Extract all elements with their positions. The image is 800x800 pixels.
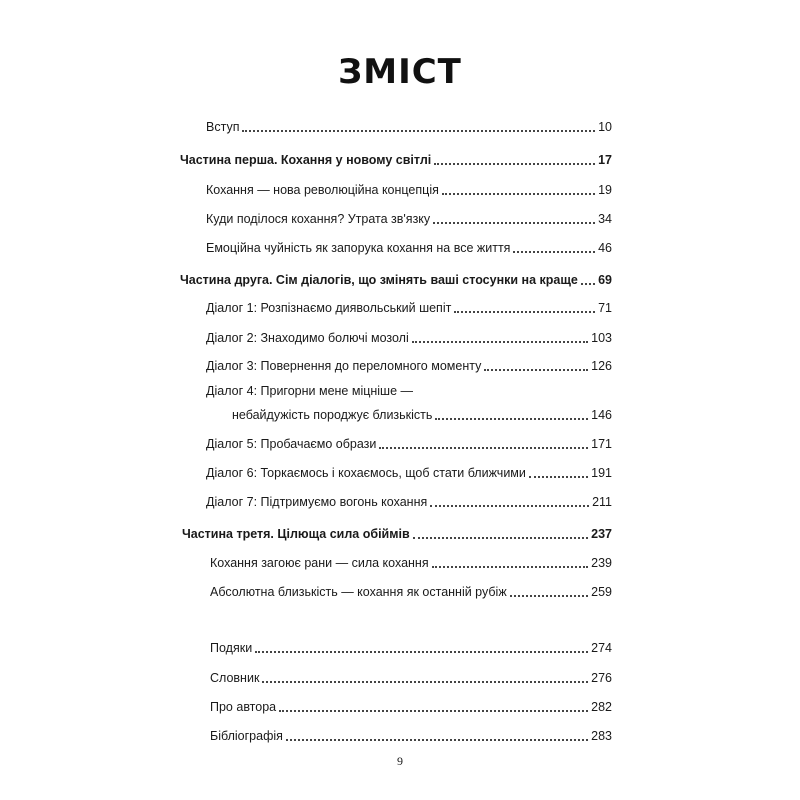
toc-entry [206,207,612,227]
toc-entry-page: 71 [598,301,612,315]
toc-entry-label: Частина перша. Кохання у новому світлі [180,153,432,167]
dot-leader [510,585,588,597]
toc-entry-page: 69 [598,273,612,287]
toc-entry [206,354,612,374]
toc-entry-label: Словник [210,671,260,685]
dot-leader [434,153,595,165]
page-title: ЗМІСТ [338,52,462,92]
toc-entry [206,490,612,510]
toc-entry [210,580,612,600]
dot-leader [413,527,589,539]
toc-part-entry [180,268,612,288]
dot-leader [430,495,589,507]
toc-entry [210,724,612,744]
toc-entry-label: Кохання — нова революційна концепція [206,183,439,197]
toc-entry-page: 282 [591,700,612,714]
toc-entry-page: 34 [598,212,612,226]
toc-entry-page: 283 [591,729,612,743]
toc-entry-page: 237 [591,527,612,541]
toc-entry-label: Діалог 7: Підтримуємо вогонь кохання [206,495,428,509]
toc-entry-page: 211 [592,495,612,509]
dot-leader [581,273,595,285]
toc-entry [210,551,612,571]
toc-entry [210,666,612,686]
toc-entry-label: Діалог 2: Знаходимо болючі мозолі [206,331,409,345]
toc-entry [206,326,612,346]
toc-entry-page: 274 [591,641,612,655]
toc-entry-label: Емоційна чуйність як запорука кохання на все життя [206,241,511,255]
toc-entry-page: 19 [598,183,612,197]
toc-entry-label: Про автора [210,700,277,714]
dot-leader [435,408,588,420]
toc-entry [206,178,612,198]
toc-entry [206,236,612,256]
dot-leader [484,359,588,371]
dot-leader [529,466,588,478]
toc-entry [232,403,612,423]
dot-leader [242,120,595,132]
toc-entry-label: Куди поділося кохання? Утрата зв'язку [206,212,431,226]
toc-entry-page: 259 [591,585,612,599]
toc-entry-label: Діалог 6: Торкаємось і кохаємось, щоб стати ближчими [206,466,526,480]
toc-entry-label: Бібліографія [210,729,283,743]
dot-leader [433,212,595,224]
toc-entry-page: 191 [591,466,612,480]
toc-entry-page: 171 [591,437,612,451]
dot-leader [432,556,589,568]
page-number: 9 [397,754,403,768]
toc-part-entry [182,522,612,542]
toc-entry-label: Діалог 3: Повернення до переломного моменту [206,359,482,373]
dot-leader [379,437,588,449]
toc-entry-label-line1: Діалог 4: Пригорни мене міцніше — [206,384,414,398]
toc-entry-label: Частина третя. Цілюща сила обіймів [182,527,410,541]
toc-entry-label: Абсолютна близькість — кохання як останній рубіж [210,585,507,599]
toc-entry-page: 103 [591,331,612,345]
toc-part-entry [180,148,612,168]
toc-entry-page: 46 [598,241,612,255]
toc-entry [206,296,612,316]
toc-entry-page: 10 [598,120,612,134]
toc-entry [210,636,612,656]
toc-entry-page: 239 [591,556,612,570]
dot-leader [412,331,588,343]
toc-entry-page: 276 [591,671,612,685]
dot-leader [286,729,588,741]
toc-entry-label: Діалог 5: Пробачаємо образи [206,437,377,451]
dot-leader [442,183,595,195]
toc-entry-label: Частина друга. Сім діалогів, що змінять ваші стосунки на краще [180,273,578,287]
toc-entry-label: Кохання загоює рани — сила кохання [210,556,429,570]
toc-entry [210,695,612,715]
toc-entry-label: Вступ [206,120,240,134]
dot-leader [454,301,595,313]
dot-leader [255,641,588,653]
dot-leader [513,241,595,253]
toc-entry-label: небайдужість породжує близькість [232,408,433,422]
dot-leader [262,671,588,683]
toc-entry [206,432,612,452]
toc-entry-label: Подяки [210,641,253,655]
dot-leader [279,700,588,712]
toc-entry-page: 146 [591,408,612,422]
toc-entry [206,115,612,135]
toc-entry-page: 126 [591,359,612,373]
toc-entry [206,461,612,481]
toc-entry-label: Діалог 1: Розпізнаємо диявольський шепіт [206,301,452,315]
toc-entry-page: 17 [598,153,612,167]
